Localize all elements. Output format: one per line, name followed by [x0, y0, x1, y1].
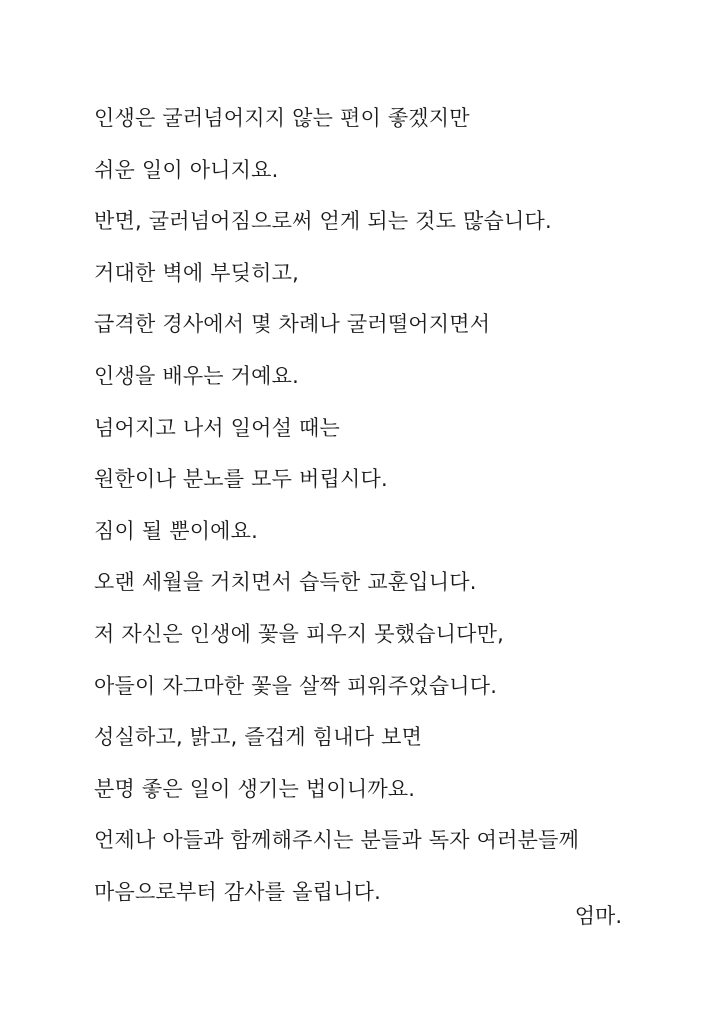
- letter-line: 오랜 세월을 거치면서 습득한 교훈입니다.: [94, 570, 477, 595]
- signature: 엄마.: [574, 904, 622, 928]
- letter-line: 아들이 자그마한 꽃을 살짝 피워주었습니다.: [94, 673, 498, 698]
- letter-line: 인생을 배우는 거예요.: [94, 363, 299, 388]
- letter-line: 분명 좋은 일이 생기는 법이니까요.: [94, 776, 416, 801]
- letter-line: 급격한 경사에서 몇 차례나 굴러떨어지면서: [94, 312, 491, 337]
- letter-line: 저 자신은 인생에 꽃을 피우지 못했습니다만,: [94, 621, 504, 646]
- letter-line: 쉬운 일이 아니지요.: [94, 157, 279, 182]
- letter-line: 반면, 굴러넘어짐으로써 얻게 되는 것도 많습니다.: [94, 209, 552, 234]
- letter-line: 마음으로부터 감사를 올립니다.: [94, 879, 381, 904]
- letter-line: 언제나 아들과 함께해주시는 분들과 독자 여러분들께: [94, 828, 580, 853]
- letter-line: 성실하고, 밝고, 즐겁게 힘내다 보면: [94, 725, 423, 750]
- letter-line: 넘어지고 나서 일어설 때는: [94, 415, 340, 440]
- letter-body: [94, 98, 579, 924]
- letter-line: 원한이나 분노를 모두 버립시다.: [94, 467, 388, 492]
- letter-line: 거대한 벽에 부딪히고,: [94, 260, 299, 285]
- letter-line: 짐이 될 뿐이에요.: [94, 518, 259, 543]
- letter-line: 인생은 굴러넘어지지 않는 편이 좋겠지만: [94, 106, 470, 130]
